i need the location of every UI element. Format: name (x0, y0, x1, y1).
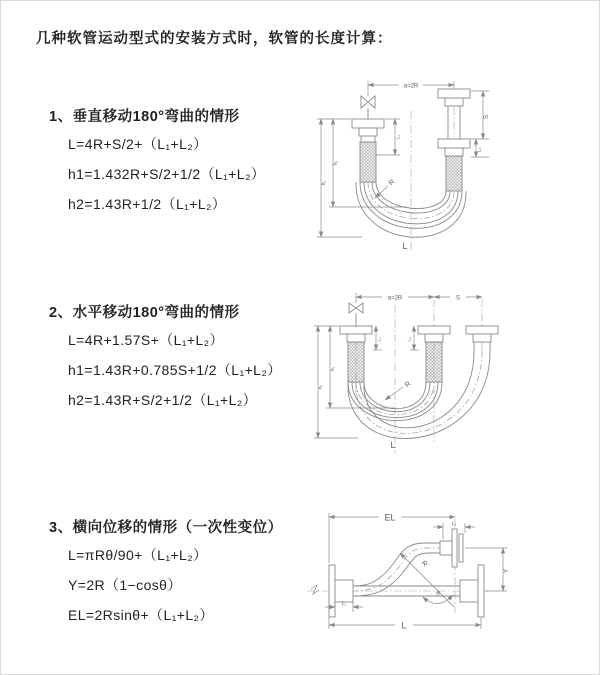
d2-length-label: L (390, 440, 396, 450)
d3-dim-el-label: EL (384, 512, 396, 523)
section-lateral-displacement (49, 516, 283, 635)
hose-u-moved (348, 349, 490, 439)
section-2-heading: 2、水平移动180°弯曲的情形 (49, 305, 240, 321)
diagram-horizontal-180-bend (306, 283, 516, 465)
dim-s-and-l2 (471, 91, 490, 157)
formula-line: h2=1.43R+S/2+1/2（L₁+L₂） (68, 392, 258, 408)
d2-dim-h1-label: h₁ (330, 366, 336, 372)
formula-line: h2=1.43R+1/2（L₁+L₂） (68, 196, 227, 212)
formula-line: h1=1.432R+S/2+1/2（L₁+L₂） (68, 166, 266, 182)
hose-u-original (348, 382, 442, 421)
dim-l (329, 617, 481, 631)
d1-dim-l1-label: L₁ (395, 134, 401, 140)
d3-dim-y-label: Y (503, 568, 510, 574)
d3-theta-label: θ (436, 590, 440, 597)
centerline-break (311, 585, 319, 594)
section-1-heading: 1、垂直移动180°弯曲的情形 (49, 109, 240, 125)
formula-line: L=4R+1.57S+（L₁+L₂） (68, 332, 224, 348)
displaced-end-fitting (440, 529, 463, 567)
dim-el (329, 513, 455, 564)
displaced-hose (353, 543, 440, 596)
diagram-vertical-180-bend (307, 67, 599, 259)
formula-line: EL=2Rsinθ+（L₁+L₂） (68, 607, 214, 623)
valve-icon (361, 96, 375, 108)
d3-radius-label: R (419, 559, 429, 569)
d3-dim-l1-top-label: L₁ (451, 521, 457, 527)
d2-dim-l1-label: L₁ (376, 336, 382, 342)
formula-line: Y=2R（1−cosθ） (68, 577, 182, 593)
d1-dim-l2-label: L₂ (476, 147, 482, 153)
valve-icon (349, 303, 363, 313)
formula-line: L=πRθ/90+（L₁+L₂） (68, 547, 208, 563)
left-end-fitting (352, 81, 384, 182)
d2-dim-l2-label: L₂ (406, 336, 412, 342)
d1-dim-h1-label: h₁ (333, 160, 339, 166)
d1-length-label: L (402, 241, 408, 251)
radius-callout (385, 380, 412, 400)
dim-s (434, 296, 482, 302)
d1-dim-h2-label: h₂ (321, 180, 327, 186)
dim-l1 (373, 326, 382, 350)
dim-l2 (407, 326, 420, 350)
centerlines (356, 299, 482, 453)
dim-a-2r (356, 296, 434, 302)
d2-dim-s-label: S (455, 295, 461, 302)
d2-dim-a-label: a=2R (387, 295, 403, 302)
formula-line: h1=1.43R+0.785S+1/2（L₁+L₂） (68, 362, 282, 378)
d1-dim-s-label: S (484, 114, 490, 120)
d2-dim-h2-label: h₂ (318, 384, 324, 390)
page-title: 几种软管运动型式的安装方式时，软管的长度计算： (36, 31, 393, 47)
d1-radius-label: R (387, 178, 397, 188)
left-end-fitting (329, 565, 353, 617)
radius-callout (375, 179, 396, 198)
d3-length-label: L (401, 620, 407, 631)
d3-dim-l1-left-label: L₁ (341, 601, 347, 607)
section-3-heading: 3、横向位移的情形（一次性变位） (49, 520, 283, 536)
d2-radius-label: R (404, 380, 413, 390)
diagram-lateral-displacement (299, 503, 519, 658)
section-vertical-movement (49, 105, 265, 224)
section-horizontal-movement (49, 301, 282, 420)
radius-callout (400, 553, 454, 607)
formula-line: L=4R+S/2+（L₁+L₂） (68, 136, 208, 152)
d1-dim-a-label: a=2R (403, 83, 419, 90)
middle-end-fitting (418, 326, 450, 382)
left-end-fitting (340, 293, 372, 382)
